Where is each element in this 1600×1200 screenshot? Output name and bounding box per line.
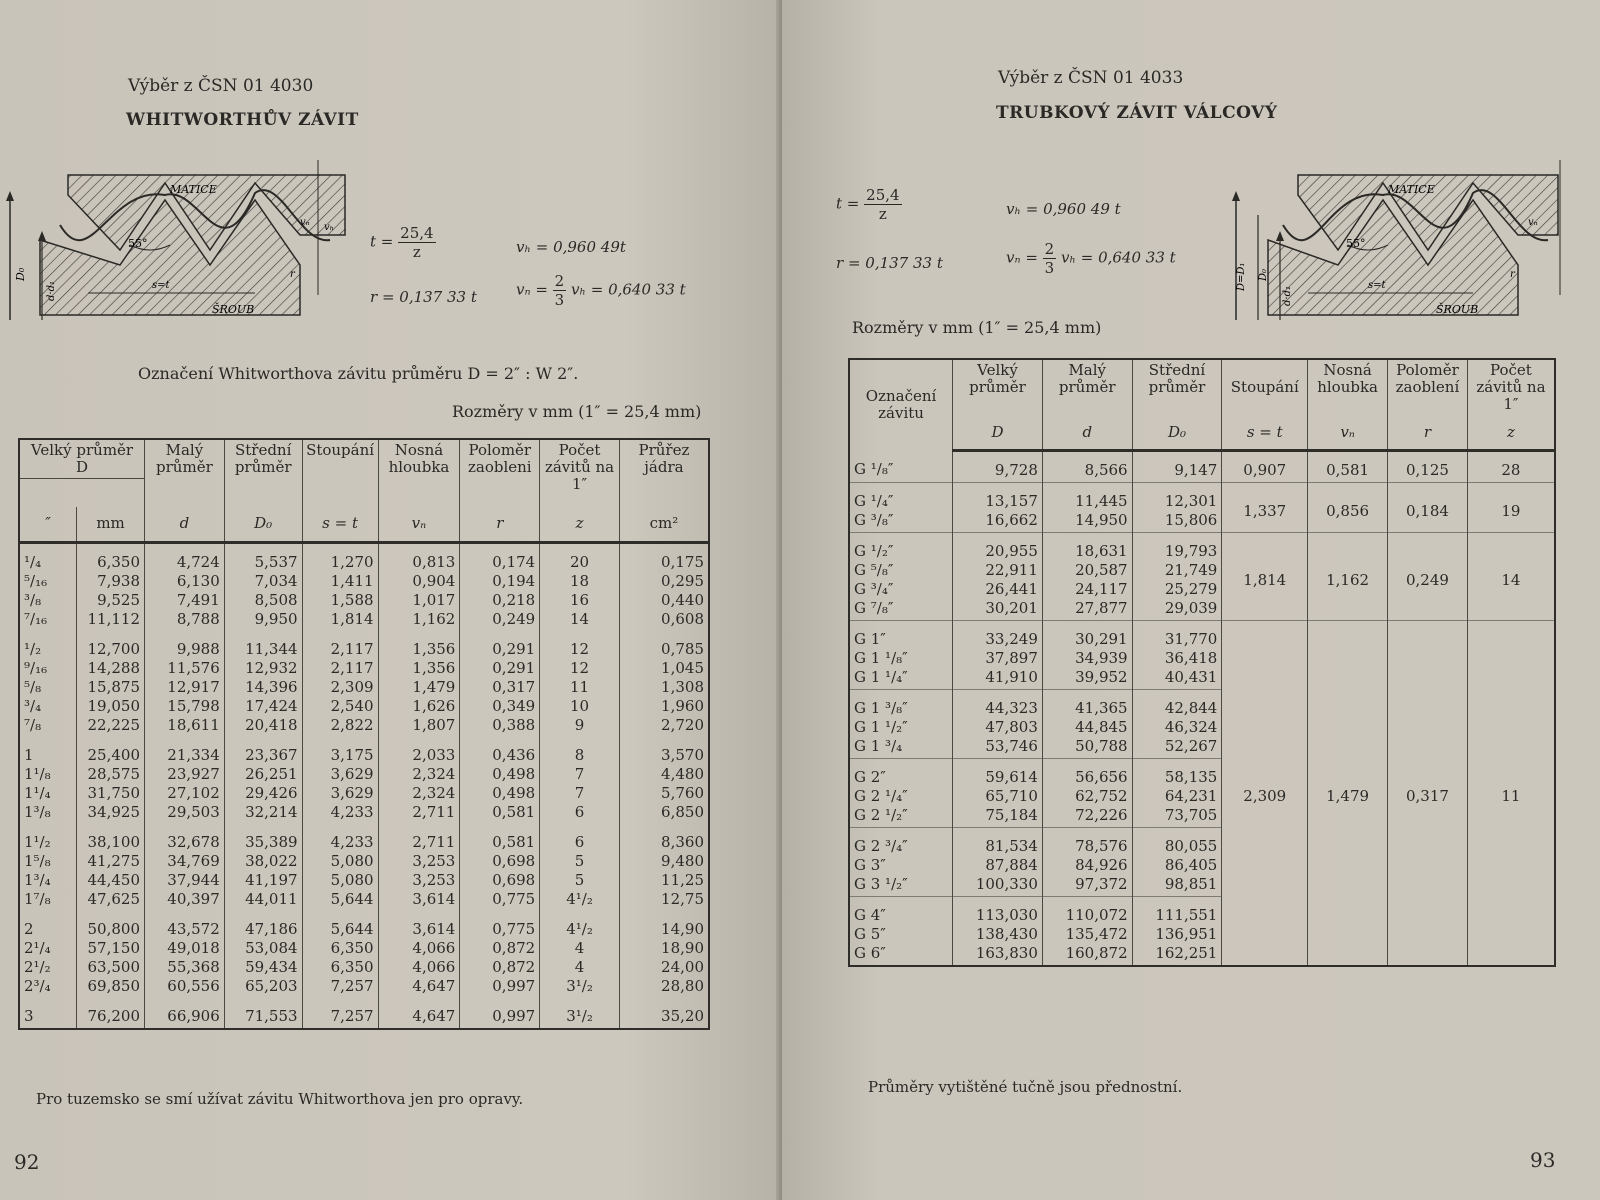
left-page-header: Výběr z ČSN 01 4030 <box>128 76 314 96</box>
table-cell: 32,678 34,769 37,944 40,397 <box>145 824 225 911</box>
table-cell: 20 18 16 14 <box>540 542 620 631</box>
table-cell: 0,249 <box>1388 533 1468 621</box>
table-cell: 1,479 <box>1308 621 1388 967</box>
r-vn-formula-den: 3 <box>1044 259 1055 277</box>
table-cell: 11 <box>1467 621 1555 967</box>
table-cell: G 1 ³/₈″ G 1 ¹/₂″ G 1 ³/₄ <box>849 690 953 759</box>
r-radius-formula: r = 0,137 33 t <box>836 254 943 272</box>
table-cell: 3,614 4,066 4,066 4,647 <box>378 911 460 998</box>
table-row <box>849 483 1555 533</box>
d-d1-dim-label: d·d₁ <box>46 281 57 301</box>
vn-formula-num: 2 <box>554 272 565 290</box>
designation-note: Označení Whitworthova závitu průměru D = 2″ : W 2″. <box>138 364 579 383</box>
table-cell: 43,572 49,018 55,368 60,556 <box>145 911 225 998</box>
table-symbol-row <box>19 507 709 543</box>
sym-d0: D₀ <box>224 507 302 543</box>
table-cell: 0,581 0,698 0,698 0,775 <box>460 824 540 911</box>
radius-dim-label: r <box>290 269 295 280</box>
r-col-designation: Označení závitu <box>865 387 937 423</box>
r-vn-formula-rhs: vₕ = 0,640 33 t <box>1061 248 1176 267</box>
r-d-d1-dim-label: D=D₁ <box>1236 262 1247 291</box>
r-screw-label: ŠROUB <box>1436 303 1479 316</box>
pipe-thread-table-body <box>849 451 1555 967</box>
r-vn-dim-label: vₙ <box>1528 217 1538 228</box>
r-sym-s: s = t <box>1222 415 1308 451</box>
table-cell: 0,997 <box>460 998 540 1029</box>
col-thread-count: Počet závitů na 1″ <box>540 439 620 507</box>
table-cell: 12,700 14,288 15,875 19,050 22,225 <box>77 631 145 737</box>
table-cell: G 1″ G 1 ¹/₈″ G 1 ¹/₄″ <box>849 621 953 690</box>
r-radius-dim-label: r <box>1510 269 1515 280</box>
table-cell: 35,389 38,022 41,197 44,011 <box>224 824 302 911</box>
table-cell: 6,350 7,938 9,525 11,112 <box>77 542 145 631</box>
table-cell: 4,233 5,080 5,080 5,644 <box>302 824 378 911</box>
angle-label: 55° <box>128 237 148 250</box>
left-page-number: 92 <box>14 1150 40 1174</box>
table-cell: 3,570 4,480 5,760 6,850 <box>619 737 709 824</box>
r-sym-d: d <box>1042 415 1132 451</box>
table-cell: 0,184 <box>1388 483 1468 533</box>
r-col-thread-depth: Nosná hloubka <box>1308 359 1388 415</box>
table-cell: 12,301 15,806 <box>1132 483 1222 533</box>
table-cell: 1,270 1,411 1,588 1,814 <box>302 542 378 631</box>
col-core-section: Průřez jádra <box>619 439 709 507</box>
table-row <box>849 621 1555 690</box>
pitch-formula-lhs: t = <box>370 232 394 251</box>
table-cell: 1,814 <box>1222 533 1308 621</box>
r-angle-label: 55° <box>1346 237 1366 250</box>
right-page-title: TRUBKOVÝ ZÁVIT VÁLCOVÝ <box>996 103 1278 123</box>
left-footnote: Pro tuzemsko se smí užívat závitu Whitworthova jen pro opravy. <box>36 1090 524 1108</box>
r-pitch-formula-lhs: t = <box>836 194 860 213</box>
table-cell: 3,175 3,629 3,629 4,233 <box>302 737 378 824</box>
col-radius: Poloměr zaobleni <box>460 439 540 507</box>
table-cell: 110,072 135,472 160,872 <box>1042 897 1132 967</box>
table-cell: 8 7 7 6 <box>540 737 620 824</box>
right-page-header: Výběr z ČSN 01 4033 <box>998 68 1184 88</box>
table-cell: 0,581 <box>1308 451 1388 483</box>
table-row <box>19 542 709 631</box>
r-pitch-formula <box>836 186 902 223</box>
table-cell: 44,323 47,803 53,746 <box>953 690 1043 759</box>
table-cell: 0,775 0,872 0,872 0,997 <box>460 911 540 998</box>
table-cell: 30,291 34,939 39,952 <box>1042 621 1132 690</box>
left-units-note: Rozměry v mm (1″ = 25,4 mm) <box>452 402 702 421</box>
screw-label: ŠROUB <box>212 303 255 316</box>
table-cell: 31,770 36,418 40,431 <box>1132 621 1222 690</box>
pitch-formula-num: 25,4 <box>400 224 434 242</box>
table-cell: 0,174 0,194 0,218 0,249 <box>460 542 540 631</box>
left-page-title: WHITWORTHŮV ZÁVIT <box>126 110 359 130</box>
table-row <box>849 451 1555 483</box>
nut-label: MATICE <box>170 183 217 196</box>
table-cell: 21,334 23,927 27,102 29,503 <box>145 737 225 824</box>
table-row <box>19 824 709 911</box>
table-cell: 14 <box>1467 533 1555 621</box>
right-page <box>782 0 1600 1200</box>
table-cell: 35,20 <box>619 998 709 1029</box>
r-pitch-formula-num: 25,4 <box>866 186 900 204</box>
r-sym-z: z <box>1467 415 1555 451</box>
table-cell: 33,249 37,897 41,910 <box>953 621 1043 690</box>
table-cell: 6 5 5 4¹/₂ <box>540 824 620 911</box>
whitworth-thread-diagram <box>0 155 350 325</box>
pitch-label: s=t <box>152 280 170 291</box>
vn-formula-rhs: vₕ = 0,640 33 t <box>571 280 686 299</box>
table-cell: 2,117 2,117 2,309 2,540 2,822 <box>302 631 378 737</box>
col-major-diameter: Velký průměr D <box>19 439 145 479</box>
vn-formula-den: 3 <box>554 291 565 309</box>
r-col-radius: Poloměr zaoblení <box>1388 359 1468 415</box>
table-cell: 50,800 57,150 63,500 69,850 <box>77 911 145 998</box>
table-cell: 20,955 22,911 26,441 30,201 <box>953 533 1043 621</box>
table-cell: 111,551 136,951 162,251 <box>1132 897 1222 967</box>
sym-d: d <box>145 507 225 543</box>
table-cell: 4,647 <box>378 998 460 1029</box>
table-cell: 0,175 0,295 0,440 0,608 <box>619 542 709 631</box>
r-col-pitch-diameter: Střední průměr <box>1132 359 1222 415</box>
sym-inch: ″ <box>19 507 77 543</box>
vn-formula-lhs: vₙ = <box>516 280 548 299</box>
table-cell: 1,356 1,356 1,479 1,626 1,807 <box>378 631 460 737</box>
col-thread-depth: Nosná hloubka <box>378 439 460 507</box>
table-cell: G 2″ G 2 ¹/₄″ G 2 ¹/₂″ <box>849 759 953 828</box>
table-cell: 76,200 <box>77 998 145 1029</box>
table-cell: G ¹/₂″ G ⁵/₈″ G ³/₄″ G ⁷/₈″ <box>849 533 953 621</box>
table-cell: 11,344 12,932 14,396 17,424 20,418 <box>224 631 302 737</box>
table-cell: G ¹/₈″ <box>854 459 894 478</box>
whitworth-table <box>18 438 710 1030</box>
table-cell: 9,147 <box>1132 451 1222 483</box>
sym-r: r <box>460 507 540 543</box>
col-pitch: Stoupání <box>302 439 378 507</box>
table-cell: 11,445 14,950 <box>1042 483 1132 533</box>
r-nut-label: MATICE <box>1388 183 1435 196</box>
table-cell: 2,309 <box>1222 621 1308 967</box>
table-cell: G 2 ³/₄″ G 3″ G 3 ¹/₂″ <box>849 828 953 897</box>
table-cell: 14,90 18,90 24,00 28,80 <box>619 911 709 998</box>
table-cell: 4,724 6,130 7,491 8,788 <box>145 542 225 631</box>
r-vh-formula: vₕ = 0,960 49 t <box>1006 200 1121 218</box>
table-cell: 25,400 28,575 31,750 34,925 <box>77 737 145 824</box>
vh-dim-label: vₕ <box>324 222 334 233</box>
radius-formula: r = 0,137 33 t <box>370 288 477 306</box>
col-pitch-diameter: Střední průměr <box>224 439 302 507</box>
table-cell: ¹/₂ ⁹/₁₆ ⁵/₈ ³/₄ ⁷/₈ <box>24 639 48 734</box>
table-cell: 66,906 <box>145 998 225 1029</box>
table-cell: 8,566 <box>1042 451 1132 483</box>
r-pitch-label: s=t <box>1368 280 1386 291</box>
table-cell: 2,711 3,253 3,253 3,614 <box>378 824 460 911</box>
table-cell: G ¹/₄″ G ³/₈″ <box>849 483 953 533</box>
r-pitch-formula-den: z <box>878 205 887 223</box>
pitch-formula <box>370 224 436 261</box>
pitch-formula-den: z <box>412 243 421 261</box>
r-minor-dim-label: d·d₁ <box>1282 286 1293 306</box>
pipe-thread-table <box>848 358 1556 967</box>
table-cell: 9,988 11,576 12,917 15,798 18,611 <box>145 631 225 737</box>
table-row <box>19 737 709 824</box>
table-cell: 18,631 20,587 24,117 27,877 <box>1042 533 1132 621</box>
pipe-thread-diagram <box>1228 155 1568 325</box>
table-row <box>849 533 1555 621</box>
table-row <box>19 911 709 998</box>
table-cell: 0,317 <box>1388 621 1468 967</box>
table-cell: 71,553 <box>224 998 302 1029</box>
sym-mm: mm <box>77 507 145 543</box>
sym-cm2: cm² <box>619 507 709 543</box>
table-cell: 5,537 7,034 8,508 9,950 <box>224 542 302 631</box>
table-cell: 78,576 84,926 97,372 <box>1042 828 1132 897</box>
r-vn-formula-lhs: vₙ = <box>1006 248 1038 267</box>
right-footnote: Průměry vytištěné tučně jsou přednostní. <box>868 1078 1183 1096</box>
table-cell: 19 <box>1467 483 1555 533</box>
r-table-header-row <box>849 359 1555 415</box>
table-cell: 4¹/₂ 4 4 3¹/₂ <box>540 911 620 998</box>
r-sym-r: r <box>1388 415 1468 451</box>
table-cell: 9,728 <box>953 451 1043 483</box>
table-row <box>19 998 709 1029</box>
table-cell: 0,291 0,291 0,317 0,349 0,388 <box>460 631 540 737</box>
left-page <box>0 0 780 1200</box>
table-cell: 23,367 26,251 29,426 32,214 <box>224 737 302 824</box>
table-cell: 59,614 65,710 75,184 <box>953 759 1043 828</box>
r-sym-vn: vₙ <box>1308 415 1388 451</box>
table-cell: 1¹/₂ 1⁵/₈ 1³/₄ 1⁷/₈ <box>24 832 51 908</box>
table-cell: 3¹/₂ <box>540 998 620 1029</box>
col-minor-diameter: Malý průměr <box>145 439 225 507</box>
vh-formula: vₕ = 0,960 49t <box>516 238 626 256</box>
table-cell: 1,337 <box>1222 483 1308 533</box>
table-cell: 0,785 1,045 1,308 1,960 2,720 <box>619 631 709 737</box>
table-cell: 2 2¹/₄ 2¹/₂ 2³/₄ <box>24 919 51 995</box>
vn-dim-label: vₙ <box>300 217 310 228</box>
r-col-minor-diameter: Malý průměr <box>1042 359 1132 415</box>
r-d0-dim-label: D₀ <box>1258 268 1269 281</box>
sym-vn: vₙ <box>378 507 460 543</box>
r-table-symbol-row <box>849 415 1555 451</box>
table-cell: G 4″ G 5″ G 6″ <box>849 897 953 967</box>
table-cell: ¹/₄ ⁵/₁₆ ³/₈ ⁷/₁₆ <box>24 552 48 628</box>
table-cell: 41,365 44,845 50,788 <box>1042 690 1132 759</box>
r-sym-D: D <box>953 415 1043 451</box>
table-cell: 1 1¹/₈ 1¹/₄ 1³/₈ <box>24 745 51 821</box>
table-header-row <box>19 439 709 479</box>
table-cell: 38,100 41,275 44,450 47,625 <box>77 824 145 911</box>
r-col-major-diameter: Velký průměr <box>953 359 1043 415</box>
table-row <box>19 631 709 737</box>
table-cell: 2,033 2,324 2,324 2,711 <box>378 737 460 824</box>
table-cell: 0,436 0,498 0,498 0,581 <box>460 737 540 824</box>
whitworth-table-body <box>19 542 709 1029</box>
r-col-pitch: Stoupání <box>1222 359 1308 415</box>
table-cell: 13,157 16,662 <box>953 483 1043 533</box>
table-cell: 0,813 0,904 1,017 1,162 <box>378 542 460 631</box>
table-cell: 80,055 86,405 98,851 <box>1132 828 1222 897</box>
table-cell: 12 12 11 10 9 <box>540 631 620 737</box>
r-col-thread-count: Počet závitů na 1″ <box>1467 359 1555 415</box>
right-page-number: 93 <box>1530 1148 1556 1172</box>
table-cell: 8,360 9,480 11,25 12,75 <box>619 824 709 911</box>
table-cell: 0,856 <box>1308 483 1388 533</box>
table-cell: 81,534 87,884 100,330 <box>953 828 1043 897</box>
table-cell: 0,125 <box>1388 451 1468 483</box>
sym-z: z <box>540 507 620 543</box>
table-cell: 0,907 <box>1222 451 1308 483</box>
r-vn-formula <box>1006 240 1176 277</box>
table-cell: 56,656 62,752 72,226 <box>1042 759 1132 828</box>
table-cell: 5,644 6,350 6,350 7,257 <box>302 911 378 998</box>
table-cell: 7,257 <box>302 998 378 1029</box>
table-cell: 47,186 53,084 59,434 65,203 <box>224 911 302 998</box>
table-cell: 58,135 64,231 73,705 <box>1132 759 1222 828</box>
right-units-note: Rozměry v mm (1″ = 25,4 mm) <box>852 318 1102 337</box>
table-cell: 113,030 138,430 163,830 <box>953 897 1043 967</box>
table-cell: 42,844 46,324 52,267 <box>1132 690 1222 759</box>
sym-s: s = t <box>302 507 378 543</box>
table-cell: 1,162 <box>1308 533 1388 621</box>
table-cell: 3 <box>24 1006 34 1025</box>
vn-formula <box>516 272 686 309</box>
r-sym-d0: D₀ <box>1132 415 1222 451</box>
r-vn-formula-num: 2 <box>1044 240 1055 258</box>
table-cell: 19,793 21,749 25,279 29,039 <box>1132 533 1222 621</box>
d0-dim-label: D₀ <box>14 267 27 281</box>
table-cell: 28 <box>1467 451 1555 483</box>
